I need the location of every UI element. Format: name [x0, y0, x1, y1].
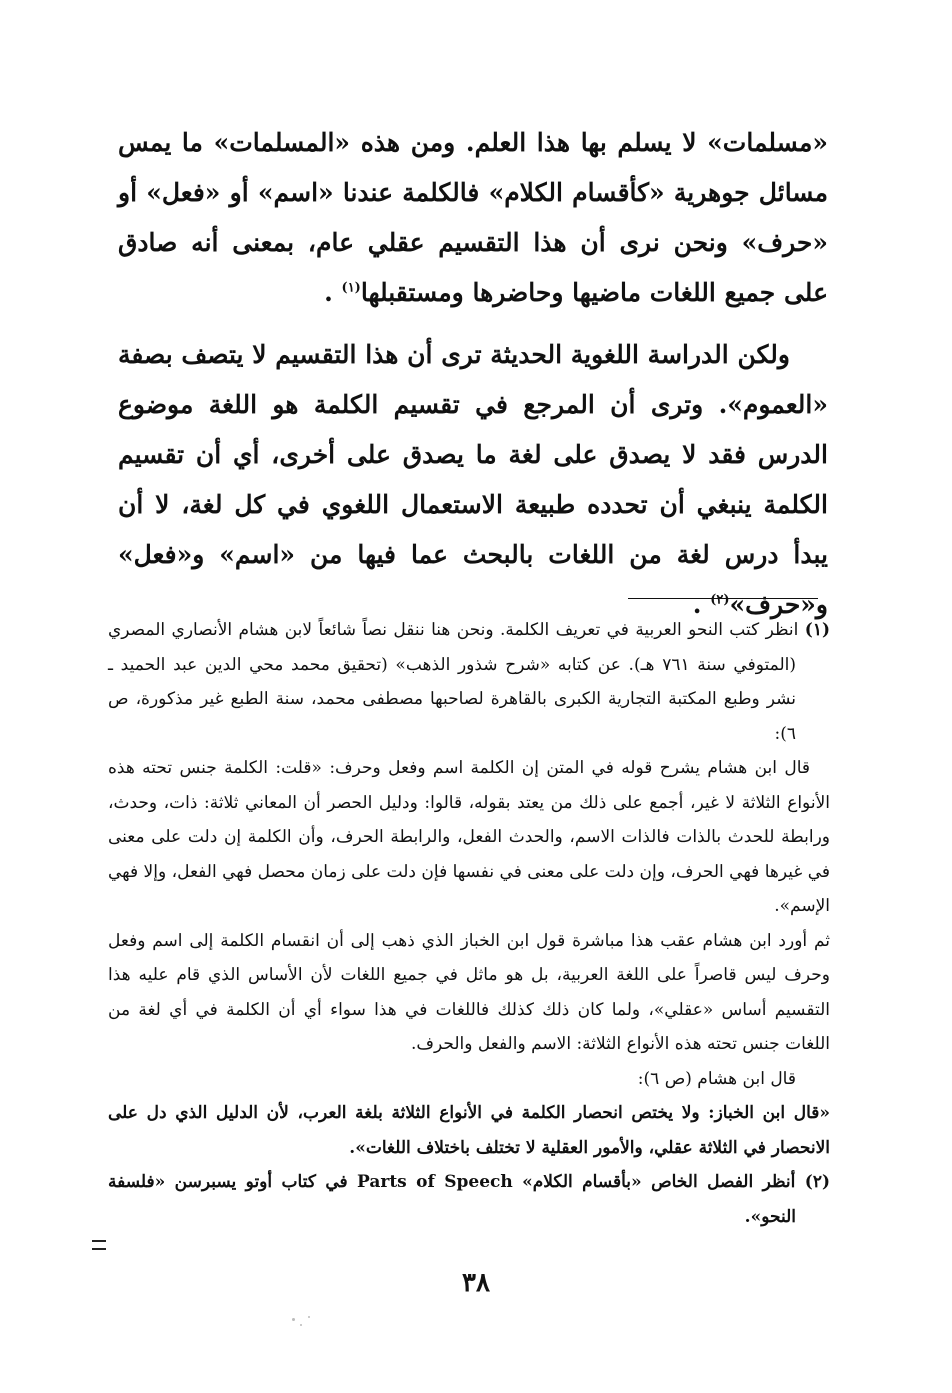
- paragraph-2: [118, 330, 828, 630]
- footnote-1-quote-1: قال ابن هشام يشرح قوله في المتن إن الكلمة اسم وفعل وحرف: «قلت: الكلمة جنس تحته هذه الأنواع الثلاثة لا غير، أجمع على ذلك من يعتد بقوله، قالوا: ودليل الحصر أن المعاني ثلاثة: ذات، وحدث، ورابطة للحدث بالذات فالذات الاسم، والحدث الفعل، والرابطة الحرف، وأن الكلمة إن دلت على معنى في غيرها فهي الحرف، وإن دلت على معنى في نفسها فإن دلت على زمان محصل فهي الفعل، وإلا فهي الإسم».: [108, 758, 830, 916]
- footnote-1-intro-text: انظر كتب النحو العربية في تعريف الكلمة. ونحن هنا ننقل نصاً شائعاً لابن هشام الأنصاري المصري (المتوفي سنة ٧٦١ هـ). عن كتابه «شرح شذور الذهب» (تحقيق محمد محي الدين عبد الحميد ـ نشر وطبع المكتبة التجارية الكبرى بالقاهرة لصاحبها مصطفى محمد، سنة الطبع غير مذكورة، ص ٦):: [108, 620, 799, 744]
- footnote-1-number: (١): [804, 620, 831, 640]
- scan-speck: [308, 1316, 310, 1318]
- footnote-2-number: (٢): [804, 1172, 831, 1192]
- footnote-1-citation: قال ابن هشام (ص ٦):: [637, 1068, 796, 1089]
- footnote-1-intro: [108, 613, 830, 751]
- paragraph-2-end: .: [692, 590, 711, 619]
- paragraph-1: [118, 118, 828, 318]
- footnote-1-quote-2: ثم أورد ابن هشام عقب هذا مباشرة قول ابن الخباز الذي ذهب إلى أن انقسام الكلمة إلى اسم وفعل وحرف ليس قاصراً على اللغة العربية، بل هو ماثل في جميع اللغات لأن الأساس الذي قام عليه هذا التقسيم أساس «عقلي»، ولما كان ذلك كذلك فاللغات في هذا سواء أي أن الكلمة في أي لغة من اللغات جنس تحته هذه الأنواع الثلاثة: الاسم والفعل والحرف.: [108, 930, 830, 1054]
- edge-mark: [92, 1240, 106, 1250]
- scan-speck: [292, 1318, 295, 1321]
- footnotes: [108, 613, 830, 1234]
- footnote-2-text: أنظر الفصل الخاص «بأقسام الكلام» Parts of Speech في كتاب أوتو يسبرسن «فلسفة النحو».: [108, 1172, 796, 1227]
- paragraph-1-end: .: [324, 278, 342, 307]
- footnote-1-quote-3: «قال ابن الخباز: ولا يختص انحصار الكلمة في الأنواع الثلاثة بلغة العرب، لأن الدليل الذي دل على الانحصار في الثلاثة عقلي، والأمور العقلية لا تختلف باختلاف اللغات».: [108, 1103, 830, 1158]
- page-number: ٣٨: [462, 1268, 490, 1298]
- footnote-ref-2: (٢): [710, 592, 730, 608]
- footnote-2: [108, 1165, 830, 1234]
- paragraph-1-text: «مسلمات» لا يسلم بها هذا العلم. ومن هذه «المسلمات» ما يمس مسائل جوهرية «كأقسام الكلام» فالكلمة عندنا «اسم» أو «فعل» أو «حرف» ونحن نرى أن هذا التقسيم عقلي عام، بمعنى أنه صادق على جميع اللغات ماضيها وحاضرها ومستقبلها: [118, 128, 828, 307]
- scan-speck: [300, 1324, 302, 1326]
- footnote-ref-1: (١): [341, 280, 361, 296]
- main-text: [118, 118, 831, 642]
- paragraph-2-text: ولكن الدراسة اللغوية الحديثة ترى أن هذا التقسيم لا يتصف بصفة «العموم». وترى أن المرجع في تقسيم الكلمة هو اللغة موضوع الدرس فقد لا يصدق على لغة ما يصدق على أخرى، أي أن تقسيم الكلمة ينبغي أن تحدده طبيعة الاستعمال اللغوي في كل لغة، لا أن يبدأ درس لغة من اللغات بالبحث عما فيها من «اسم» و«فعل» و«حرف»: [118, 340, 828, 619]
- footnote-divider: [628, 598, 818, 599]
